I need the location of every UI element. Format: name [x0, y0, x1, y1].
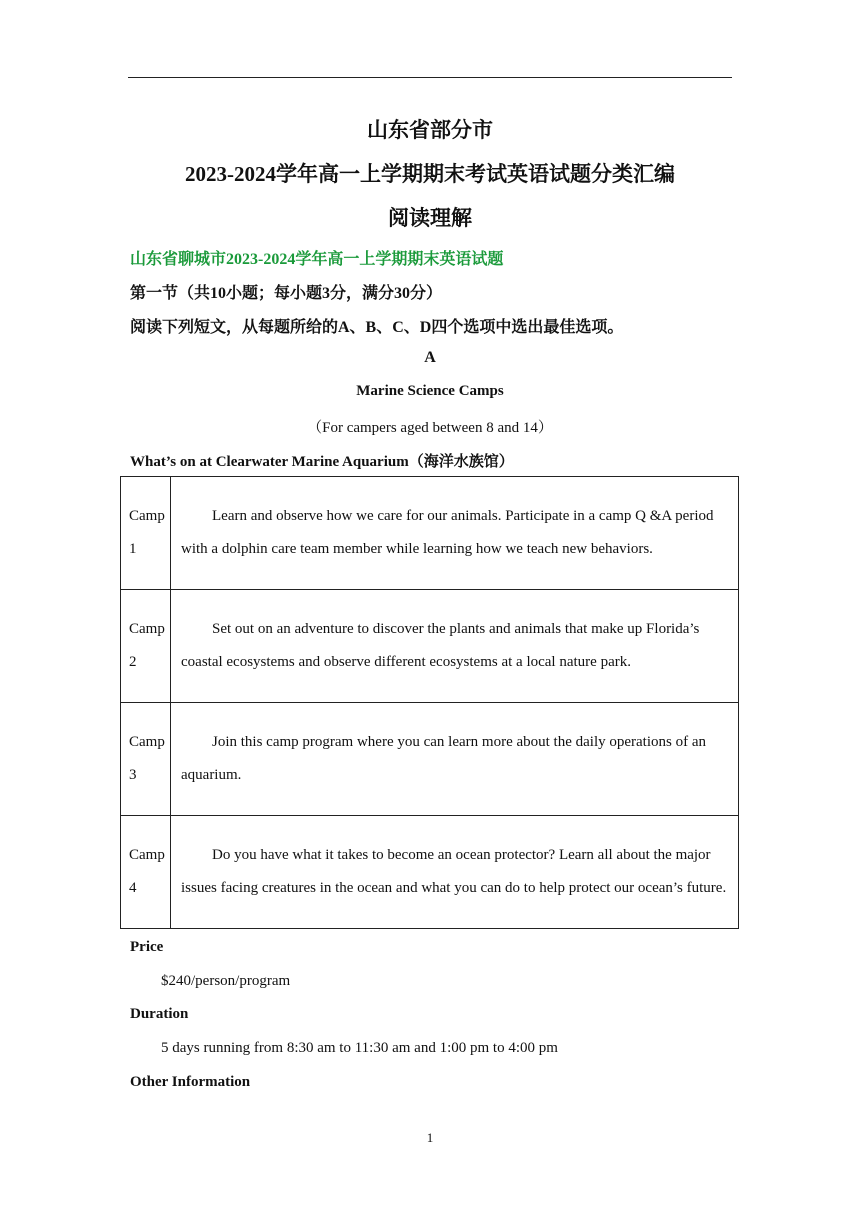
camp-label: Camp 1	[121, 477, 171, 590]
passage-title: Marine Science Camps	[356, 383, 504, 399]
camp-description: Learn and observe how we care for our animals. Participate in a camp Q &A period with a dolphin care team member while learning how we teach new behaviors.	[171, 477, 739, 590]
header-rule	[128, 77, 732, 78]
table-row	[121, 477, 739, 590]
camp-description: Join this camp program where you can learn more about the daily operations of an aquarium.	[171, 703, 739, 816]
camp-label: Camp 2	[121, 590, 171, 703]
duration-label: Duration	[130, 1006, 189, 1022]
document-title-region: 山东省部分市	[367, 118, 493, 142]
table-row	[121, 590, 739, 703]
passage-letter: A	[424, 349, 436, 366]
camp-description: Do you have what it takes to become an ocean protector? Learn all about the major issues facing creatures in the ocean and what you can do to help protect our ocean’s future.	[171, 816, 739, 929]
other-info-label: Other Information	[130, 1074, 251, 1090]
section-instruction: 阅读下列短文，从每题所给的A、B、C、D四个选项中选出最佳选项。	[130, 319, 624, 336]
document-title: 2023-2024学年高一上学期期末考试英语试题分类汇编	[185, 162, 675, 186]
duration-value: 5 days running from 8:30 am to 11:30 am and 1:00 pm to 4:00 pm	[161, 1040, 558, 1056]
camps-table	[120, 476, 739, 929]
price-value: $240/person/program	[161, 973, 291, 989]
document-title-section: 阅读理解	[388, 206, 472, 230]
camp-label: Camp 4	[121, 816, 171, 929]
section-heading: 第一节（共10小题；每小题3分，满分30分）	[130, 285, 443, 302]
passage-intro: What’s on at Clearwater Marine Aquarium（海洋水族馆）	[130, 454, 514, 470]
table-row	[121, 816, 739, 929]
camp-label: Camp 3	[121, 703, 171, 816]
page-number: 1	[426, 1130, 434, 1145]
camp-description: Set out on an adventure to discover the plants and animals that make up Florida’s coastal ecosystems and observe different ecosystems at a local nature park.	[171, 590, 739, 703]
source-exam-name: 山东省聊城市2023-2024学年高一上学期期末英语试题	[130, 251, 504, 268]
table-row	[121, 703, 739, 816]
passage-subtitle: （For campers aged between 8 and 14）	[307, 420, 553, 436]
price-label: Price	[130, 939, 164, 955]
